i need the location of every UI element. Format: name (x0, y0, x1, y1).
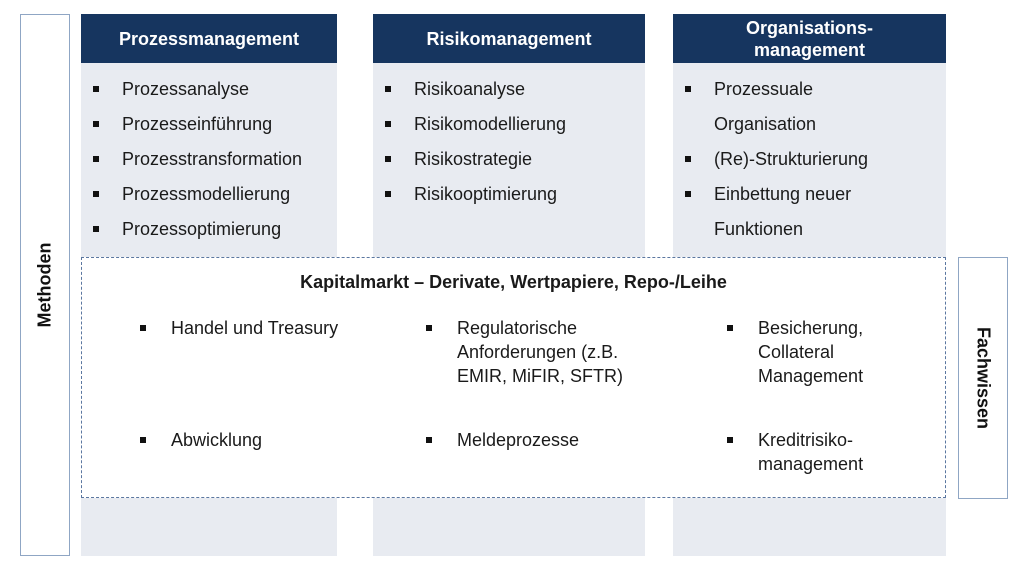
bullet-icon (727, 325, 733, 331)
column-header-organisation-management (673, 14, 946, 63)
process-management-list (81, 72, 302, 247)
column-header-process-management: Prozessmanagement (81, 14, 337, 63)
market-item: Regulatorische Anforderungen (z.B. EMIR, MiFIR, SFTR) (426, 316, 623, 388)
capital-market-box (81, 257, 946, 498)
list-item: Prozessmodellierung (81, 177, 302, 212)
bullet-icon (385, 121, 391, 127)
list-item: Risikooptimierung (373, 177, 566, 212)
bullet-icon (685, 86, 691, 92)
bullet-icon (93, 121, 99, 127)
list-item: Risikoanalyse (373, 72, 566, 107)
bullet-icon (385, 191, 391, 197)
bullet-icon (385, 86, 391, 92)
bullet-icon (140, 437, 146, 443)
bullet-icon (426, 437, 432, 443)
market-item: Abwicklung (140, 428, 262, 452)
column-header-risk-management: Risikomanagement (373, 14, 645, 63)
risk-management-list (373, 72, 566, 212)
header-line: Organisations- (745, 17, 874, 38)
list-item: Risikostrategie (373, 142, 566, 177)
capital-market-title: Kapitalmarkt – Derivate, Wertpapiere, Repo-/Leihe (300, 272, 727, 292)
list-item: Prozessoptimierung (81, 212, 302, 247)
expertise-label-box (958, 257, 1008, 499)
list-item: Risikomodellierung (373, 107, 566, 142)
methods-label-box (20, 14, 70, 556)
bullet-icon (140, 325, 146, 331)
list-item: Prozesseinführung (81, 107, 302, 142)
bullet-icon (385, 156, 391, 162)
market-item: Kreditrisiko- management (727, 428, 863, 476)
bullet-icon (685, 156, 691, 162)
methods-label: Methoden (34, 242, 55, 328)
bullet-icon (727, 437, 733, 443)
bullet-icon (426, 325, 432, 331)
organisation-management-list (673, 72, 868, 247)
list-item: Prozessuale Organisation (673, 72, 868, 142)
bullet-icon (93, 226, 99, 232)
expertise-label: Fachwissen (973, 326, 994, 430)
bullet-icon (93, 86, 99, 92)
market-item: Besicherung, Collateral Management (727, 316, 863, 388)
header-line: management (753, 39, 866, 60)
bullet-icon (685, 191, 691, 197)
bullet-icon (93, 156, 99, 162)
list-item: Prozessanalyse (81, 72, 302, 107)
list-item: Einbettung neuer Funktionen (673, 177, 868, 247)
market-item: Meldeprozesse (426, 428, 579, 452)
market-item: Handel und Treasury (140, 316, 338, 340)
bullet-icon (93, 191, 99, 197)
list-item: Prozesstransformation (81, 142, 302, 177)
list-item: (Re)-Strukturierung (673, 142, 868, 177)
